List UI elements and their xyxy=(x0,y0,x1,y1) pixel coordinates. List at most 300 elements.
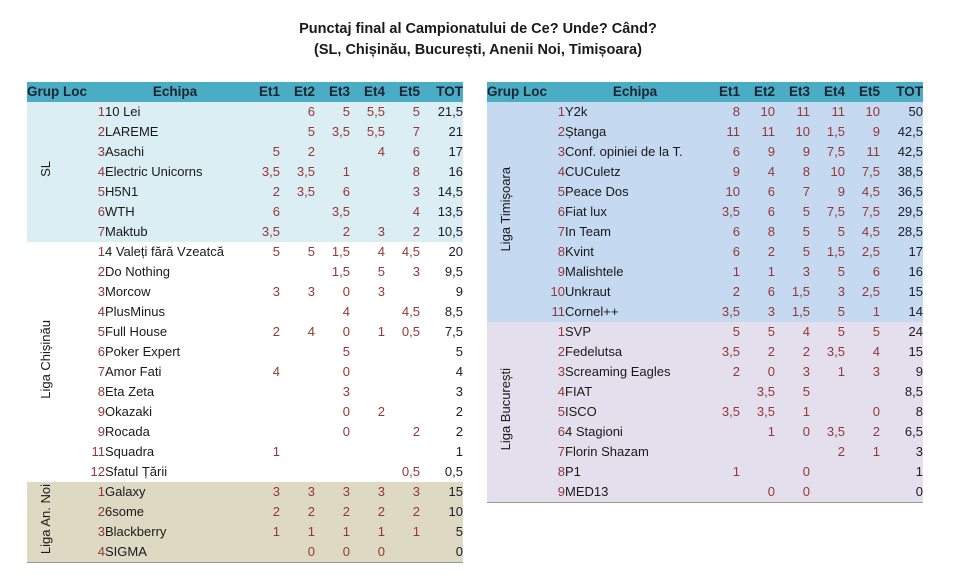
score-cell-et3 xyxy=(315,462,350,482)
loc-cell: 9 xyxy=(97,404,105,419)
score-cell-et1: 10 xyxy=(725,184,740,199)
score-cell-et3: 1,5 xyxy=(791,304,810,319)
total-cell: 14,5 xyxy=(437,184,463,199)
score-cell-et1: 2 xyxy=(732,284,740,299)
total-cell: 29,5 xyxy=(897,204,923,219)
score-cell-et1 xyxy=(245,382,280,402)
group-cell xyxy=(487,322,523,503)
team-name-cell: Okazaki xyxy=(105,404,152,419)
score-cell-et5: 1 xyxy=(412,524,420,539)
group-cell xyxy=(27,482,63,563)
score-cell-et4: 3 xyxy=(377,484,385,499)
score-cell-et2: 5 xyxy=(307,124,315,139)
score-cell-et2: 1 xyxy=(307,524,315,539)
team-name-cell: PlusMinus xyxy=(105,304,165,319)
score-cell-et2: 3,5 xyxy=(756,404,775,419)
score-cell-et3: 8 xyxy=(802,164,810,179)
title-block xyxy=(0,19,956,61)
score-cell-et3 xyxy=(775,442,810,462)
team-name-cell: Poker Expert xyxy=(105,344,181,359)
score-cell-et1: 6 xyxy=(272,204,280,219)
score-cell-et3: 3 xyxy=(342,484,350,499)
score-cell-et3: 5 xyxy=(802,224,810,239)
score-cell-et5 xyxy=(845,462,880,482)
score-cell-et1: 2 xyxy=(732,364,740,379)
loc-cell: 11 xyxy=(551,304,565,319)
score-cell-et3: 6 xyxy=(342,184,350,199)
team-name-cell: Maktub xyxy=(105,224,148,239)
total-cell: 50 xyxy=(908,104,923,119)
total-cell: 10,5 xyxy=(437,224,463,239)
score-cell-et5: 0,5 xyxy=(401,464,420,479)
score-cell-et4: 0 xyxy=(377,544,385,559)
header-row xyxy=(487,82,923,102)
team-row xyxy=(27,322,463,342)
score-cell-et4 xyxy=(350,302,385,322)
score-cell-et5: 1 xyxy=(872,304,880,319)
team-row xyxy=(27,302,463,322)
score-cell-et3: 11 xyxy=(796,104,810,119)
score-cell-et2: 3 xyxy=(307,484,315,499)
team-name-cell: Fedelutsa xyxy=(565,344,623,359)
score-cell-et1: 3 xyxy=(272,484,280,499)
team-row xyxy=(27,202,463,222)
team-name-cell: 10 Lei xyxy=(105,104,141,119)
team-name-cell: P1 xyxy=(565,464,581,479)
score-cell-et2: 6 xyxy=(307,104,315,119)
score-cell-et3: 3 xyxy=(342,384,350,399)
score-cell-et4 xyxy=(350,422,385,442)
team-name-cell: WTH xyxy=(105,204,135,219)
team-row xyxy=(487,422,923,442)
score-cell-et3: 2 xyxy=(342,224,350,239)
total-cell: 9,5 xyxy=(444,264,463,279)
score-cell-et1: 3,5 xyxy=(261,164,280,179)
total-cell: 13,5 xyxy=(437,204,463,219)
total-cell: 17 xyxy=(908,244,923,259)
group-label: Liga An. Noi xyxy=(37,483,53,555)
loc-cell: 3 xyxy=(557,144,565,159)
score-cell-et3: 1 xyxy=(802,404,810,419)
score-cell-et4: 3,5 xyxy=(826,344,845,359)
score-cell-et3: 0 xyxy=(802,464,810,479)
score-cell-et2: 8 xyxy=(767,224,775,239)
column-header-echipa: Echipa xyxy=(105,82,245,102)
loc-cell: 3 xyxy=(97,144,105,159)
team-row xyxy=(487,462,923,482)
total-cell: 15 xyxy=(908,344,923,359)
total-cell: 2 xyxy=(455,404,463,419)
score-cell-et4 xyxy=(810,402,845,422)
score-cell-et1: 3,5 xyxy=(721,404,740,419)
team-row xyxy=(487,322,923,342)
score-cell-et1: 1 xyxy=(732,264,740,279)
total-cell: 24 xyxy=(908,324,923,339)
team-row xyxy=(27,262,463,282)
score-cell-et3: 1,5 xyxy=(791,284,810,299)
score-cell-et3: 1 xyxy=(342,524,350,539)
score-cell-et2: 3 xyxy=(307,284,315,299)
score-cell-et1: 5 xyxy=(272,244,280,259)
column-header-et4: Et4 xyxy=(810,82,845,102)
group-cell xyxy=(27,102,63,242)
score-cell-et4 xyxy=(350,442,385,462)
team-row xyxy=(487,382,923,402)
score-cell-et2 xyxy=(740,462,775,482)
page-title: Punctaj final al Campionatului de Ce? Unde? Când? xyxy=(299,21,657,37)
score-cell-et4 xyxy=(810,482,845,503)
team-row xyxy=(27,142,463,162)
loc-cell: 1 xyxy=(97,104,105,119)
loc-cell: 4 xyxy=(557,164,565,179)
team-name-cell: FIAT xyxy=(565,384,593,399)
team-name-cell: Kvint xyxy=(565,244,594,259)
column-header-grup: Grup xyxy=(27,82,63,102)
column-header-echipa: Echipa xyxy=(565,82,705,102)
loc-cell: 2 xyxy=(557,344,565,359)
score-cell-et5: 8 xyxy=(412,164,420,179)
score-cell-et1 xyxy=(705,482,740,503)
score-cell-et1: 6 xyxy=(732,244,740,259)
total-cell: 6,5 xyxy=(904,424,923,439)
score-cell-et1: 4 xyxy=(272,364,280,379)
score-cell-et5 xyxy=(385,362,420,382)
score-cell-et1: 6 xyxy=(732,224,740,239)
total-cell: 9 xyxy=(455,284,463,299)
column-header-et1: Et1 xyxy=(245,82,280,102)
score-cell-et2 xyxy=(280,462,315,482)
column-header-tot: TOT xyxy=(420,82,463,102)
score-cell-et2: 4 xyxy=(307,324,315,339)
score-cell-et5: 4,5 xyxy=(861,224,880,239)
column-header-et4: Et4 xyxy=(350,82,385,102)
team-name-cell: Y2k xyxy=(565,104,588,119)
column-header-et1: Et1 xyxy=(705,82,740,102)
score-table-left xyxy=(27,82,463,563)
loc-cell: 2 xyxy=(557,124,565,139)
score-cell-et4: 5 xyxy=(837,324,845,339)
loc-cell: 6 xyxy=(557,204,565,219)
score-cell-et5: 0 xyxy=(872,404,880,419)
score-cell-et5: 2,5 xyxy=(861,244,880,259)
team-name-cell: Florin Shazam xyxy=(565,444,649,459)
score-cell-et3: 5 xyxy=(802,204,810,219)
score-cell-et1: 3,5 xyxy=(261,224,280,239)
loc-cell: 4 xyxy=(97,304,105,319)
score-cell-et2: 6 xyxy=(767,204,775,219)
team-row xyxy=(487,482,923,503)
team-name-cell: Peace Dos xyxy=(565,184,629,199)
score-cell-et3: 0 xyxy=(342,364,350,379)
score-cell-et1: 6 xyxy=(732,144,740,159)
team-name-cell: Sfatul Țării xyxy=(105,464,168,479)
loc-cell: 4 xyxy=(97,544,105,559)
score-cell-et2 xyxy=(280,342,315,362)
team-name-cell: Amor Fati xyxy=(105,364,162,379)
total-cell: 0,5 xyxy=(444,464,463,479)
loc-cell: 3 xyxy=(97,284,105,299)
total-cell: 0 xyxy=(915,484,923,499)
column-header-et2: Et2 xyxy=(740,82,775,102)
score-cell-et5: 5 xyxy=(412,104,420,119)
score-cell-et1: 1 xyxy=(732,464,740,479)
total-cell: 3 xyxy=(915,444,923,459)
score-cell-et5: 3 xyxy=(412,484,420,499)
total-cell: 3 xyxy=(455,384,463,399)
team-row xyxy=(27,162,463,182)
loc-cell: 2 xyxy=(97,504,105,519)
score-cell-et2: 2 xyxy=(307,144,315,159)
score-cell-et2 xyxy=(280,202,315,222)
score-cell-et4: 3,5 xyxy=(826,424,845,439)
group-label: Liga Chișinău xyxy=(37,319,53,399)
score-cell-et5: 4 xyxy=(872,344,880,359)
team-name-cell: SVP xyxy=(565,324,592,339)
total-cell: 1 xyxy=(915,464,923,479)
total-cell: 0 xyxy=(455,544,463,559)
team-row xyxy=(487,142,923,162)
column-header-et3: Et3 xyxy=(775,82,810,102)
total-cell: 21,5 xyxy=(437,104,463,119)
score-cell-et4: 3 xyxy=(837,284,845,299)
team-name-cell: CUCuletz xyxy=(565,164,621,179)
column-header-loc: Loc xyxy=(523,82,565,102)
score-cell-et1: 3 xyxy=(272,284,280,299)
team-name-cell: Ștanga xyxy=(565,124,607,139)
score-cell-et5: 4,5 xyxy=(861,184,880,199)
score-cell-et5 xyxy=(385,542,420,563)
score-cell-et5: 0,5 xyxy=(401,324,420,339)
score-cell-et4 xyxy=(350,362,385,382)
score-cell-et5: 7,5 xyxy=(861,164,880,179)
loc-cell: 6 xyxy=(557,424,565,439)
team-row xyxy=(487,102,923,122)
loc-cell: 4 xyxy=(557,384,565,399)
score-cell-et4: 1 xyxy=(837,364,845,379)
loc-cell: 11 xyxy=(91,444,105,459)
score-cell-et3: 3 xyxy=(802,264,810,279)
score-cell-et4: 3 xyxy=(377,224,385,239)
score-cell-et3: 9 xyxy=(802,144,810,159)
score-cell-et4: 4 xyxy=(377,144,385,159)
score-cell-et4: 1,5 xyxy=(826,244,845,259)
score-cell-et3: 10 xyxy=(795,124,810,139)
score-cell-et1: 2 xyxy=(272,504,280,519)
loc-cell: 1 xyxy=(557,104,565,119)
loc-cell: 12 xyxy=(90,464,105,479)
score-cell-et4 xyxy=(350,202,385,222)
team-name-cell: Eta Zeta xyxy=(105,384,155,399)
score-cell-et3: 1,5 xyxy=(331,264,350,279)
team-row xyxy=(487,242,923,262)
score-cell-et2: 11 xyxy=(761,124,775,139)
score-cell-et4 xyxy=(350,382,385,402)
score-cell-et5: 11 xyxy=(866,144,880,159)
team-name-cell: Asachi xyxy=(105,144,145,159)
score-cell-et3: 0 xyxy=(802,484,810,499)
team-row xyxy=(27,522,463,542)
score-cell-et4: 5,5 xyxy=(366,104,385,119)
team-row xyxy=(487,222,923,242)
column-header-loc: Loc xyxy=(63,82,105,102)
team-row xyxy=(27,102,463,122)
team-name-cell: Rocada xyxy=(105,424,150,439)
score-cell-et5 xyxy=(845,382,880,402)
team-row xyxy=(487,262,923,282)
score-cell-et5: 7,5 xyxy=(861,204,880,219)
score-cell-et5 xyxy=(385,342,420,362)
score-cell-et1 xyxy=(245,122,280,142)
total-cell: 8,5 xyxy=(904,384,923,399)
score-cell-et2: 2 xyxy=(307,504,315,519)
total-cell: 42,5 xyxy=(897,124,923,139)
score-cell-et3: 1,5 xyxy=(331,244,350,259)
team-name-cell: Conf. opiniei de la T. xyxy=(565,144,683,159)
team-name-cell: H5N1 xyxy=(105,184,139,199)
team-row xyxy=(27,342,463,362)
score-cell-et2: 3,5 xyxy=(296,164,315,179)
score-cell-et1: 1 xyxy=(272,444,280,459)
team-row xyxy=(487,442,923,462)
team-row xyxy=(27,402,463,422)
score-cell-et2: 5 xyxy=(307,244,315,259)
score-cell-et3 xyxy=(315,442,350,462)
loc-cell: 7 xyxy=(97,364,105,379)
score-cell-et5: 4,5 xyxy=(401,244,420,259)
team-name-cell: Galaxy xyxy=(105,484,146,499)
team-row xyxy=(487,282,923,302)
score-cell-et5: 6 xyxy=(412,144,420,159)
score-cell-et3: 7 xyxy=(802,184,810,199)
score-cell-et2: 3,5 xyxy=(756,384,775,399)
total-cell: 21 xyxy=(448,124,463,139)
score-cell-et3: 5 xyxy=(342,344,350,359)
score-cell-et4: 7,5 xyxy=(826,144,845,159)
score-cell-et2: 3,5 xyxy=(296,184,315,199)
header-row xyxy=(27,82,463,102)
team-row xyxy=(27,502,463,522)
score-cell-et2 xyxy=(280,362,315,382)
score-cell-et2: 2 xyxy=(767,344,775,359)
score-cell-et4 xyxy=(350,162,385,182)
score-cell-et5: 2,5 xyxy=(861,284,880,299)
score-cell-et1 xyxy=(705,382,740,402)
score-cell-et1: 5 xyxy=(732,324,740,339)
score-cell-et1: 9 xyxy=(732,164,740,179)
loc-cell: 2 xyxy=(97,124,105,139)
team-name-cell: Fiat lux xyxy=(565,204,607,219)
loc-cell: 8 xyxy=(557,244,565,259)
loc-cell: 7 xyxy=(557,224,565,239)
score-cell-et5: 5 xyxy=(872,324,880,339)
team-name-cell: Malishtele xyxy=(565,264,624,279)
score-cell-et5: 3 xyxy=(872,364,880,379)
score-cell-et5: 1 xyxy=(872,444,880,459)
score-cell-et3: 5 xyxy=(802,384,810,399)
score-cell-et2 xyxy=(280,262,315,282)
total-cell: 8 xyxy=(915,404,923,419)
loc-cell: 8 xyxy=(557,464,565,479)
score-cell-et4: 5 xyxy=(377,264,385,279)
score-cell-et5: 2 xyxy=(412,504,420,519)
score-cell-et1: 3,5 xyxy=(721,304,740,319)
loc-cell: 5 xyxy=(97,324,105,339)
score-cell-et2 xyxy=(280,442,315,462)
team-row xyxy=(27,422,463,442)
team-row xyxy=(487,182,923,202)
team-name-cell: Full House xyxy=(105,324,168,339)
total-cell: 5 xyxy=(455,344,463,359)
score-cell-et1 xyxy=(245,462,280,482)
loc-cell: 7 xyxy=(557,444,565,459)
team-row xyxy=(487,122,923,142)
loc-cell: 1 xyxy=(557,324,565,339)
score-cell-et4 xyxy=(350,342,385,362)
total-cell: 10 xyxy=(448,504,463,519)
score-cell-et4 xyxy=(810,462,845,482)
score-cell-et3: 1 xyxy=(342,164,350,179)
score-cell-et3: 4 xyxy=(342,304,350,319)
score-cell-et2 xyxy=(280,222,315,242)
team-name-cell: Unkraut xyxy=(565,284,611,299)
loc-cell: 5 xyxy=(557,184,565,199)
score-cell-et1: 11 xyxy=(726,124,740,139)
total-cell: 5 xyxy=(455,524,463,539)
score-cell-et3: 5 xyxy=(802,244,810,259)
score-cell-et4: 2 xyxy=(377,404,385,419)
team-name-cell: Blackberry xyxy=(105,524,167,539)
score-cell-et3: 3,5 xyxy=(331,124,350,139)
score-cell-et1 xyxy=(245,542,280,563)
score-cell-et2 xyxy=(280,422,315,442)
score-cell-et3 xyxy=(315,142,350,162)
score-cell-et4: 9 xyxy=(837,184,845,199)
score-cell-et5: 3 xyxy=(412,184,420,199)
loc-cell: 5 xyxy=(557,404,565,419)
total-cell: 42,5 xyxy=(897,144,923,159)
group-cell xyxy=(27,242,63,482)
column-header-et5: Et5 xyxy=(385,82,420,102)
score-cell-et2: 0 xyxy=(767,484,775,499)
score-cell-et2 xyxy=(280,382,315,402)
score-cell-et1: 2 xyxy=(272,324,280,339)
team-row xyxy=(27,382,463,402)
loc-cell: 5 xyxy=(97,184,105,199)
loc-cell: 9 xyxy=(557,484,565,499)
total-cell: 8,5 xyxy=(444,304,463,319)
loc-cell: 8 xyxy=(97,384,105,399)
team-row xyxy=(487,402,923,422)
score-cell-et3: 0 xyxy=(342,284,350,299)
total-cell: 36,5 xyxy=(897,184,923,199)
score-cell-et5: 4,5 xyxy=(401,304,420,319)
team-row xyxy=(27,542,463,563)
column-header-tot: TOT xyxy=(880,82,923,102)
total-cell: 16 xyxy=(448,164,463,179)
column-header-grup: Grup xyxy=(487,82,523,102)
team-row xyxy=(27,242,463,262)
total-cell: 38,5 xyxy=(897,164,923,179)
team-row xyxy=(27,182,463,202)
team-row xyxy=(27,122,463,142)
group-cell xyxy=(487,102,523,322)
score-cell-et1 xyxy=(705,442,740,462)
team-row xyxy=(487,302,923,322)
loc-cell: 1 xyxy=(97,484,105,499)
score-cell-et3: 0 xyxy=(342,324,350,339)
score-cell-et5: 3 xyxy=(412,264,420,279)
team-row xyxy=(27,282,463,302)
